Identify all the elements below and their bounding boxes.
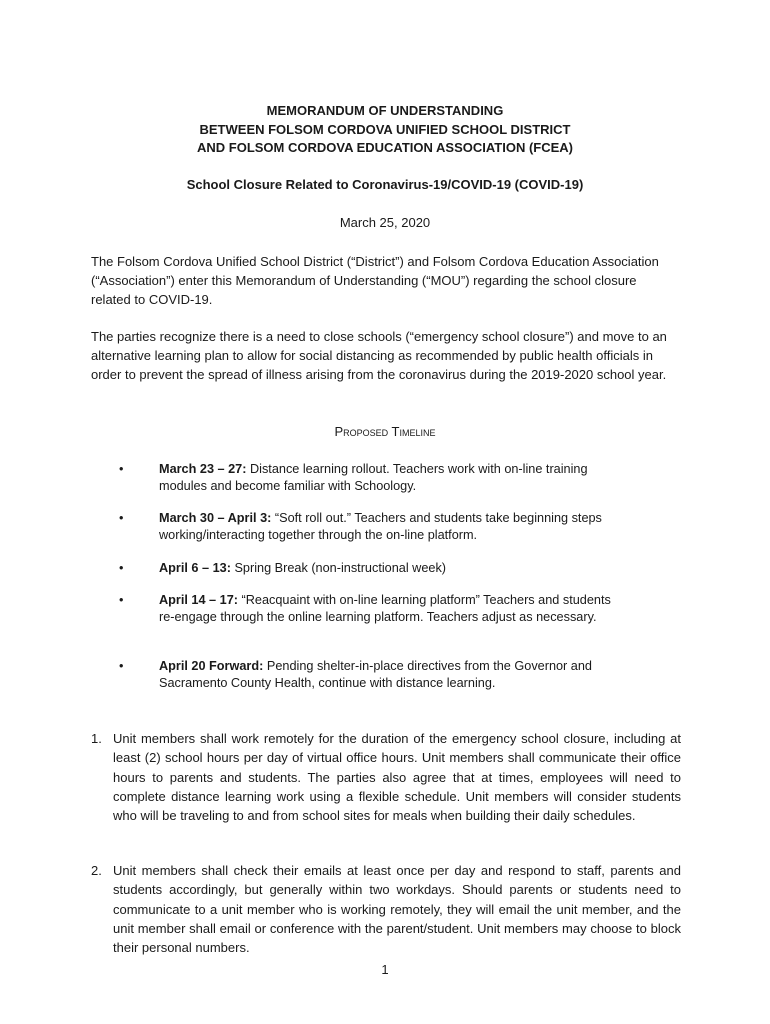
timeline-item-date: April 6 – 13: — [159, 561, 231, 575]
item-text: Unit members shall work remotely for the duration of the emergency school closure, including at least (2) school hours per day of virtual office hours. Unit members shall communicate their office hours to parents and students. The parties also agree that at times, employees will need to complete distance learning work using a flexible schedule. Unit members will consider students who will be traveling to and from school sites for meals when building their daily schedules. — [113, 731, 681, 824]
timeline-heading: Proposed Timeline — [334, 424, 436, 439]
timeline-item-date: March 30 – April 3: — [159, 511, 272, 525]
recognition-paragraph: The parties recognize there is a need to close schools (“emergency school closure”) and move to an alternative learning plan to allow for social distancing as recommended by public health officials in order to prevent the spread of illness arising from the coronavirus during the 2019-2020 school year. — [91, 329, 667, 382]
bullet-dot: • — [119, 462, 124, 476]
page-number: 1 — [381, 962, 389, 977]
title-line-3: AND FOLSOM CORDOVA EDUCATION ASSOCIATION (FCEA) — [196, 140, 574, 155]
timeline-item-text — [159, 658, 619, 692]
bullet-dot: • — [119, 561, 124, 575]
bullet-dot: • — [119, 593, 124, 607]
item-number: 1. — [91, 731, 102, 746]
title-line-1: MEMORANDUM OF UNDERSTANDING — [266, 103, 504, 118]
timeline-item-text — [159, 592, 619, 626]
timeline-item-date: April 14 – 17: — [159, 593, 238, 607]
bullet-dot: • — [119, 659, 124, 673]
document-title — [0, 102, 770, 158]
timeline-item-description: Spring Break (non-instructional week) — [230, 561, 447, 575]
title-line-2: BETWEEN FOLSOM CORDOVA UNIFIED SCHOOL DISTRICT — [199, 121, 571, 137]
timeline-item-text — [159, 560, 619, 577]
timeline-item-description: “Reacquaint with on-line learning platform” Teachers and students re-engage through the online learning platform. Teachers adjust as necessary. — [159, 593, 611, 624]
document-subtitle: School Closure Related to Coronavirus-19/COVID-19 (COVID-19) — [186, 177, 584, 192]
item-text: Unit members shall check their emails at least once per day and respond to staff, parents and students accordingly, but generally within two workdays. Should parents or students need to communicate to a unit member who is working remotely, they will email the unit member, and the unit member shall email or conference with the parent/student. Unit members may choose to block their personal numbers. — [113, 863, 681, 956]
timeline-item-text — [159, 461, 619, 495]
timeline-item-date: March 23 – 27: — [159, 462, 247, 476]
item-number: 2. — [91, 863, 102, 878]
document-date: March 25, 2020 — [339, 215, 431, 230]
timeline-item-date: April 20 Forward: — [159, 659, 264, 673]
intro-paragraph: The Folsom Cordova Unified School District (“District”) and Folsom Cordova Education Association (“Association”) enter this Memorandum of Understanding (“MOU”) regarding the school closure related to COVID-19. — [91, 254, 659, 307]
timeline-item-text — [159, 510, 619, 544]
timeline-item-description: Distance learning rollout. Teachers work with on-line training modules and become familiar with Schoology. — [159, 462, 588, 493]
bullet-dot: • — [119, 511, 124, 525]
timeline-item-description: Pending shelter-in-place directives from the Governor and Sacramento County Health, continue with distance learning. — [159, 659, 592, 690]
timeline-item-description: “Soft roll out.” Teachers and students take beginning steps working/interacting together through the on-line platform. — [159, 511, 602, 542]
